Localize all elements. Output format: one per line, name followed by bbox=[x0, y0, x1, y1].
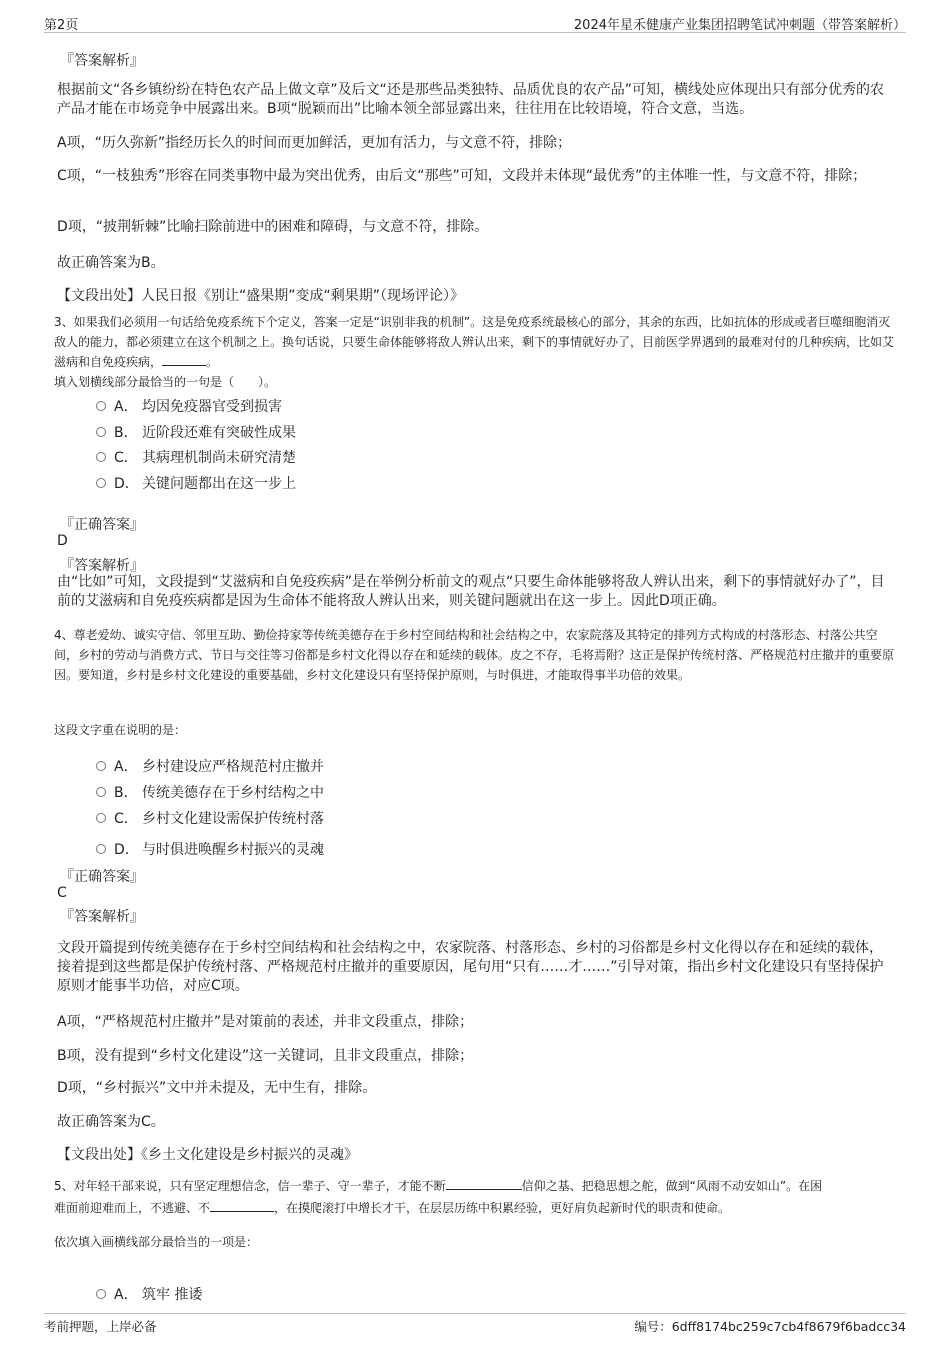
radio-icon[interactable] bbox=[96, 787, 106, 797]
source-citation: 【文段出处】人民日报《别让“盛果期”变成“剩果期”（现场评论）》 bbox=[57, 288, 465, 304]
analysis-note-d: D项，“披荆斩棘”比喻扫除前进中的困难和障碍，与文意不符，排除。 bbox=[57, 219, 489, 235]
option-a[interactable]: A． 乡村建设应严格规范村庄撤并 bbox=[96, 756, 324, 776]
question-prompt: 这段文字重在说明的是： bbox=[54, 723, 187, 737]
document-title: 2024年星禾健康产业集团招聘笔试冲刺题（带答案解析） bbox=[573, 18, 906, 33]
analysis-note-a: A项，“历久弥新”指经历长久的时间而更加鲜活，更加有活力，与文意不符，排除； bbox=[57, 135, 572, 151]
fill-blank bbox=[162, 365, 206, 366]
answer-analysis-text: 由“比如”可知，文段提到“艾滋病和自免疫疾病”是在举例分析前文的观点“只要生命体能够将敌人辨认出来，剩下的事情就好办了”，目前的艾滋病和自免疫疾病都是因为生命体不能将敌人辨认出来，则关键问题就出在这一步上。因此D项正确。 bbox=[57, 574, 885, 609]
radio-icon[interactable] bbox=[96, 813, 106, 823]
radio-icon[interactable] bbox=[96, 427, 106, 437]
correct-answer-label: 『正确答案』 bbox=[60, 869, 144, 885]
document-id: 编号：6dff8174bc259c7cb4f8679f6badcc34 bbox=[634, 1319, 906, 1334]
question-prompt: 依次填入画横线部分最恰当的一项是： bbox=[54, 1235, 259, 1249]
radio-icon[interactable] bbox=[96, 761, 106, 771]
option-a[interactable]: A． 均因免疫器官受到损害 bbox=[96, 396, 282, 416]
radio-icon[interactable] bbox=[96, 452, 106, 462]
answer-analysis-label: 『答案解析』 bbox=[60, 909, 144, 925]
radio-icon[interactable] bbox=[96, 844, 106, 854]
question-stem-text: 3、如果我们必须用一句话给免疫系统下个定义，答案一定是“识别非我的机制”。这是免疫系统最核心的部分，其余的东西，比如抗体的形成或者巨噬细胞消灭敌人的能力，都必须建立在这个机制之上。换句话说，只要生命体能够将敌人辨认出来，剩下的事情就好办了，目前医学界遇到的最难对付的几种疾病，比如艾滋病和自免疫疾病， bbox=[54, 315, 895, 369]
option-d[interactable]: D． 与时俱进唤醒乡村振兴的灵魂 bbox=[96, 839, 324, 859]
radio-icon[interactable] bbox=[96, 1289, 106, 1299]
option-c[interactable]: C． 其病理机制尚未研究清楚 bbox=[96, 447, 296, 467]
option-a[interactable]: A． 筑牢 推诿 bbox=[96, 1284, 202, 1304]
answer-analysis-text: 文段开篇提到传统美德存在于乡村空间结构和社会结构之中，农家院落、村落形态、乡村的习俗都是乡村文化得以存在和延续的载体，接着提到这些都是保护传统村落、严格规范村庄撤并的重要原因，尾句用“只有……才……”引导对策，指出乡村文化建设只有坚持保护原则才能事半功倍，对应C项。 bbox=[57, 940, 884, 994]
question-stem-continued: 难面前迎难而上，不逃避、不 ，在摸爬滚打中增长才干，在层层历练中积累经验，更好肩负起新时代的职责和使命。 bbox=[54, 1201, 731, 1215]
correct-answer-label: 『正确答案』 bbox=[60, 517, 144, 533]
answer-analysis-text: 根据前文“各乡镇纷纷在特色农产品上做文章”及后文“还是那些品类独特、品质优良的农产品”可知，横线处应体现出只有部分优秀的农产品才能在市场竞争中展露出来。B项“脱颖而出”比喻本领全部显露出来，往往用在比较语境，符合文意，当选。 bbox=[57, 82, 885, 117]
page-number: 第2页 bbox=[44, 18, 79, 33]
analysis-note-b: B项，没有提到“乡村文化建设”这一关键词，且非文段重点，排除； bbox=[57, 1048, 474, 1064]
question-stem: 3、如果我们必须用一句话给免疫系统下个定义，答案一定是“识别非我的机制”。这是免疫系统最核心的部分，其余的东西，比如抗体的形成或者巨噬细胞消灭敌人的能力，都必须建立在这个机制之上。换句话说，只要生命体能够将敌人辨认出来，剩下的事情就好办了，目前医学界遇到的最难对付的几种疾病，比如艾滋病和自免疫疾病， 。 bbox=[54, 315, 895, 369]
option-b[interactable]: B． 传统美德存在于乡村结构之中 bbox=[96, 782, 324, 802]
fill-blank bbox=[446, 1189, 522, 1190]
correct-answer: D bbox=[57, 533, 68, 549]
conclusion: 故正确答案为C。 bbox=[57, 1114, 165, 1130]
question-stem: 4、尊老爱幼、诚实守信、邻里互助、勤俭持家等传统美德存在于乡村空间结构和社会结构之中，农家院落及其特定的排列方式构成的村落形态、村落公共空间，乡村的劳动与消费方式、节日与交往等习俗都是乡村文化得以存在和延续的载体。皮之不存，毛将焉附？这正是保护传统村落、严格规范村庄撤并的重要原因。要知道，乡村是乡村文化建设的重要基础，乡村文化建设只有坚持保护原则，与时俱进，才能取得事半功倍的效果。 bbox=[54, 628, 895, 682]
answer-analysis-label: 『答案解析』 bbox=[60, 558, 144, 574]
page-footer bbox=[44, 1313, 906, 1334]
page-header bbox=[44, 14, 906, 33]
question-stem: 5、对年轻干部来说，只有坚定理想信念，信一辈子、守一辈子，才能不断 信仰之基、把稳思想之舵，做到“风雨不动安如山”。在困 bbox=[54, 1179, 823, 1193]
analysis-note-c: C项，“一枝独秀”形容在同类事物中最为突出优秀，由后文“那些”可知，文段并未体现“最优秀”的主体唯一性，与文意不符，排除； bbox=[57, 168, 867, 184]
analysis-note-d: D项，“乡村振兴”文中并未提及，无中生有，排除。 bbox=[57, 1080, 377, 1096]
option-c[interactable]: C． 乡村文化建设需保护传统村落 bbox=[96, 808, 324, 828]
source-citation: 【文段出处】《乡土文化建设是乡村振兴的灵魂》 bbox=[57, 1147, 358, 1163]
radio-icon[interactable] bbox=[96, 401, 106, 411]
radio-icon[interactable] bbox=[96, 478, 106, 488]
footer-slogan: 考前押题，上岸必备 bbox=[44, 1319, 157, 1334]
option-b[interactable]: B． 近阶段还难有突破性成果 bbox=[96, 422, 296, 442]
fill-blank bbox=[210, 1211, 274, 1212]
answer-analysis-label: 『答案解析』 bbox=[60, 53, 144, 69]
analysis-note-a: A项，“严格规范村庄撤并”是对策前的表述，并非文段重点，排除； bbox=[57, 1014, 474, 1030]
question-prompt: 填入划横线部分最恰当的一句是（ ）。 bbox=[54, 375, 277, 389]
option-d[interactable]: D． 关键问题都出在这一步上 bbox=[96, 473, 296, 493]
conclusion: 故正确答案为B。 bbox=[57, 255, 165, 271]
correct-answer: C bbox=[57, 885, 67, 901]
